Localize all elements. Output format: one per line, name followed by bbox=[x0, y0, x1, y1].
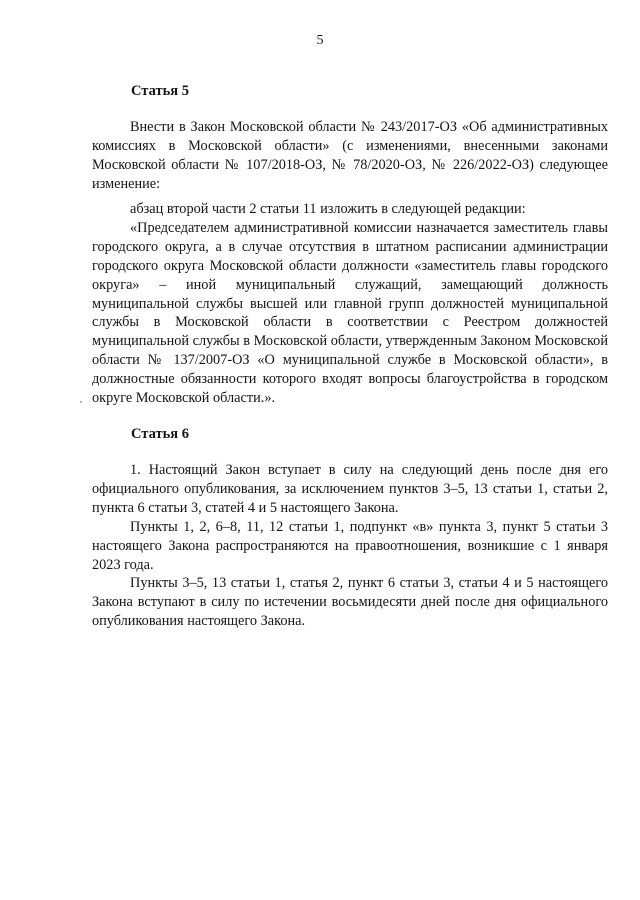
article-5-intro: Внести в Закон Московской области № 243/2017-ОЗ «Об административных комиссиях в Московской области» (с изменениями, внесенными законами Московской области № 107/2018-ОЗ, № 78/2020-ОЗ, № 226/2022-ОЗ) следующее изменение: bbox=[92, 119, 608, 192]
article-6-paragraph-2: Пункты 1, 2, 6–8, 11, 12 статьи 1, подпункт «в» пункта 3, пункт 5 статьи 3 настоящего Закона распространяются на правоотношения, возникшие с 1 января 2023 года. bbox=[92, 518, 608, 573]
article-6-paragraph-3: Пункты 3–5, 13 статьи 1, статья 2, пункт 6 статьи 3, статьи 4 и 5 настоящего Закона вступают в силу по истечении восьмидесяти дней после дня официального опубликования настоящего Закона. bbox=[92, 575, 608, 630]
scan-dot bbox=[80, 401, 82, 403]
article-5-amendment-block bbox=[92, 200, 608, 408]
article-5-heading: Статья 5 bbox=[131, 83, 189, 99]
article-5-quoted-text: «Председателем административной комиссии назначается заместитель главы городского округа, а в случае отсутствия в штатном расписании администрации городского округа Московской области должности «заместитель главы городского округа» – иной муниципальный служащий, замещающий должность муниципальной службы высшей или главной групп должностей муниципальной службы в Московской области в соответствии с Реестром должностей муниципальной службы в Московской области, утвержденным Законом Московской области № 137/2007-ОЗ «О муниципальной службе в Московской области», в должностные обязанности которого входят вопросы благоустройства в городском округе Московской области.». bbox=[92, 219, 608, 407]
article-6-paragraph-1: 1. Настоящий Закон вступает в силу на следующий день после дня его официального опубликования, за исключением пунктов 3–5, 13 статьи 1, статьи 2, пункта 6 статьи 3, статей 4 и 5 настоящего Закона. bbox=[92, 462, 608, 516]
article-6-heading: Статья 6 bbox=[131, 426, 189, 442]
article-6-body bbox=[92, 461, 608, 631]
page-number: 5 bbox=[316, 33, 324, 48]
article-5-intro-block bbox=[92, 118, 608, 194]
article-5-instruction: абзац второй части 2 статьи 11 изложить в следующей редакции: bbox=[130, 201, 526, 217]
